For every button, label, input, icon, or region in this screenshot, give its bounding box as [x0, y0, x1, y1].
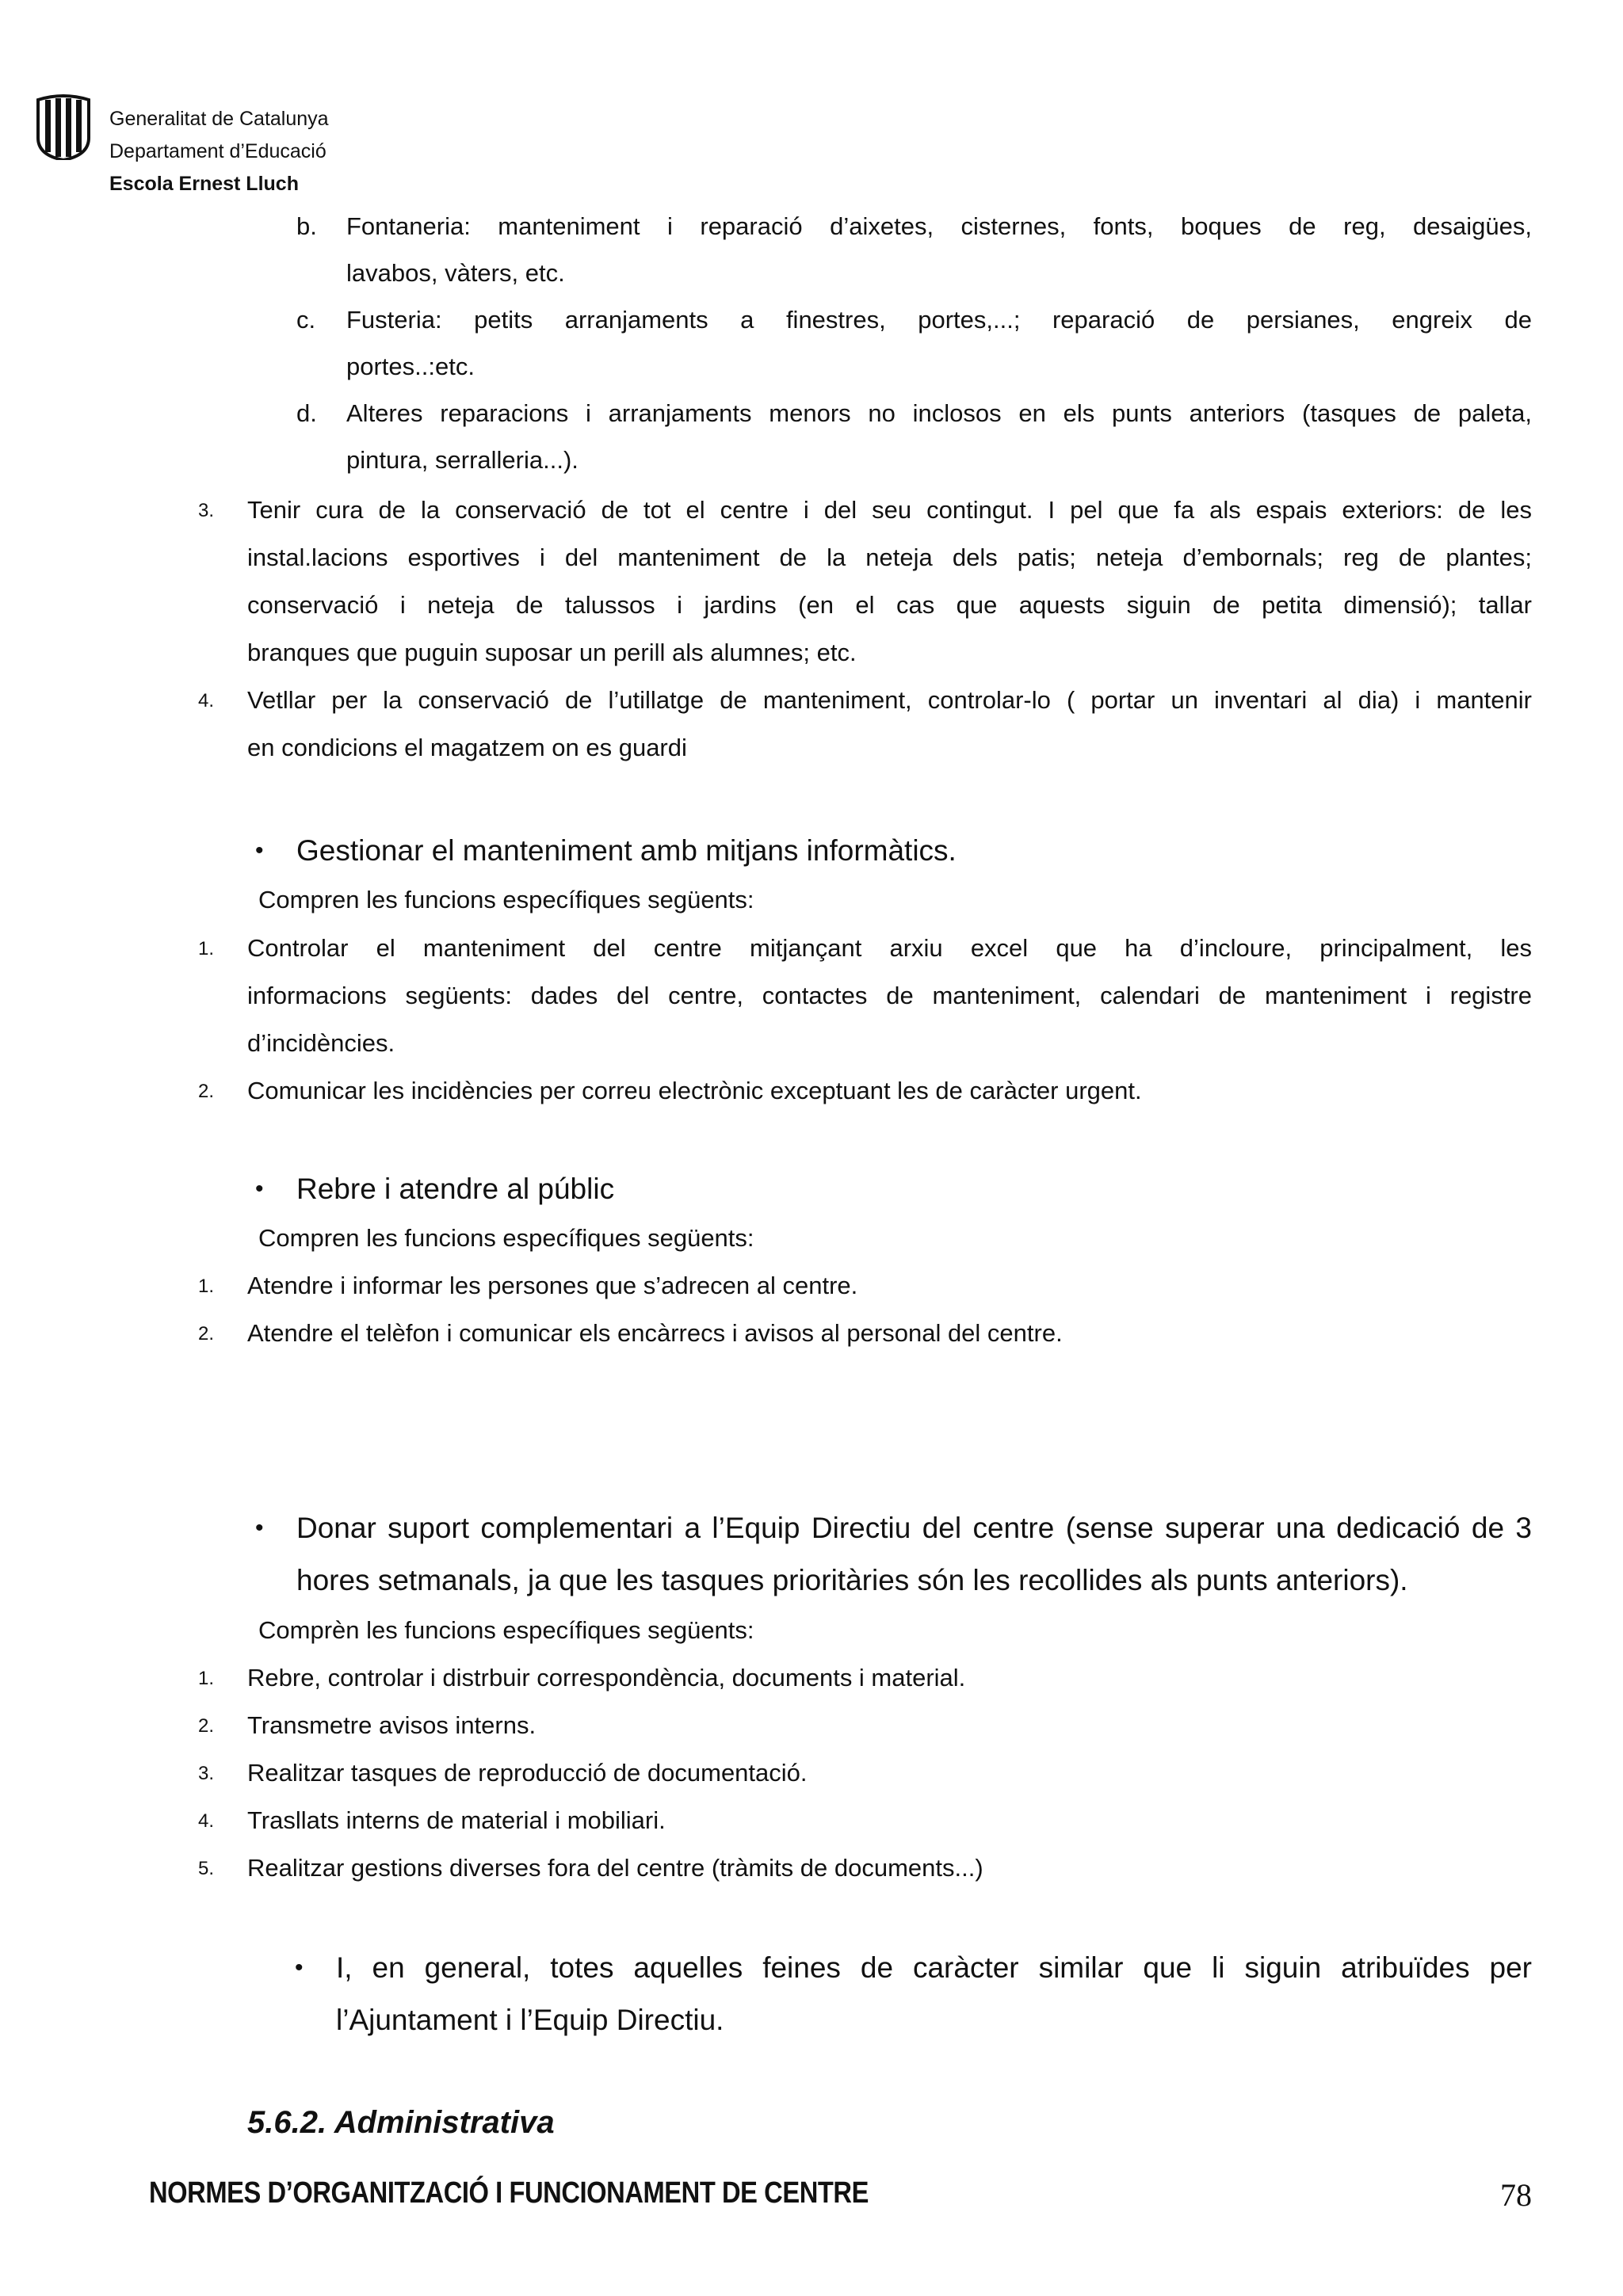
list-item-3-line3: conservació i neteja de talussos i jardins (en el cas que aquests siguin de petita dimensió); tallar [247, 591, 1532, 619]
list-number-4: 4. [198, 690, 215, 711]
list-number-1: 1. [198, 938, 215, 959]
list-item-b-line2: lavabos, vàters, etc. [346, 259, 565, 287]
list-number-2: 2. [198, 1715, 215, 1737]
bullet-point: • [255, 1515, 264, 1541]
list-marker-c: c. [296, 306, 316, 334]
bullet-point: • [295, 1955, 304, 1981]
list-item-1-line1: Atendre i informar les persones que s’adrecen al centre. [247, 1272, 858, 1299]
list-item-1-line3: d’incidències. [247, 1029, 395, 1057]
bullet-point: • [255, 1176, 264, 1202]
list-item-3-line2: instal.lacions esportives i del manteniment de la neteja dels patis; neteja d’embornals; reg de plantes; [247, 543, 1532, 571]
general-tasks-line1: I, en general, totes aquelles feines de caràcter similar que li siguin atribuïdes per [336, 1951, 1532, 1984]
list-item-3-line1: Tenir cura de la conservació de tot el centre i del seu contingut. I pel que fa als espais exteriors: de les [247, 496, 1532, 524]
header-line-generalitat: Generalitat de Catalunya [109, 108, 329, 130]
list-number-3: 3. [198, 1763, 215, 1784]
general-tasks-line2: l’Ajuntament i l’Equip Directiu. [336, 2004, 724, 2036]
list-item-b-line1: Fontaneria: manteniment i reparació d’aixetes, cisternes, fonts, boques de reg, desaigües, [346, 212, 1532, 240]
bullet-point: • [255, 837, 264, 864]
list-item-3-line4: branques que puguin suposar un perill als alumnes; etc. [247, 639, 857, 666]
list-marker-b: b. [296, 212, 317, 240]
list-item-d-line2: pintura, serralleria...). [346, 446, 579, 474]
list-item-2-line1: Atendre el telèfon i comunicar els encàrrecs i avisos al personal del centre. [247, 1319, 1063, 1347]
list-number-5: 5. [198, 1858, 215, 1879]
section-title-manteniment-informatic: Gestionar el manteniment amb mitjans informàtics. [296, 834, 957, 867]
list-item-4-line2: en condicions el magatzem on es guardi [247, 734, 687, 761]
header-line-escola: Escola Ernest Lluch [109, 173, 299, 195]
list-item-4-line1: Vetllar per la conservació de l’utillatge de manteniment, controlar-lo ( portar un inventari al dia) i mantenir [247, 686, 1532, 714]
list-item-2-line1: Transmetre avisos interns. [247, 1711, 537, 1739]
header-text [109, 103, 329, 200]
list-number-2: 2. [198, 1323, 215, 1344]
section-title-suport-equip-directiu-line2: hores setmanals, ja que les tasques prioritàries són les recollides als punts anteriors). [296, 1564, 1408, 1596]
section-heading: 5.6.2. Administrativa [247, 2105, 555, 2140]
section-title-suport-equip-directiu-line1: Donar suport complementari a l’Equip Directiu del centre (sense superar una dedicació de 3 [296, 1512, 1532, 1544]
footer-title: NORMES D’ORGANITZACIÓ I FUNCIONAMENT DE CENTRE [149, 2176, 869, 2210]
list-number-3: 3. [198, 500, 215, 521]
header-line-departament: Departament d’Educació [109, 140, 327, 162]
list-item-c-line2: portes..:etc. [346, 353, 475, 380]
list-number-2: 2. [198, 1081, 215, 1102]
section-intro: Comprèn les funcions específiques següents: [258, 1616, 754, 1644]
list-number-4: 4. [198, 1810, 215, 1832]
section-title-atendre-public: Rebre i atendre al públic [296, 1173, 615, 1205]
list-item-1-line2: informacions següents: dades del centre, contactes de manteniment, calendari de manteniment i registre [247, 982, 1532, 1009]
list-marker-d: d. [296, 399, 317, 427]
list-item-3-line1: Realitzar tasques de reproducció de documentació. [247, 1759, 808, 1787]
generalitat-logo-icon [35, 93, 92, 160]
list-number-1: 1. [198, 1668, 215, 1689]
list-item-5-line1: Realitzar gestions diverses fora del centre (tràmits de documents...) [247, 1854, 983, 1882]
list-item-4-line1: Trasllats interns de material i mobiliari. [247, 1806, 666, 1834]
section-intro: Compren les funcions específiques següents: [258, 886, 754, 913]
list-item-c-line1: Fusteria: petits arranjaments a finestres, portes,...; reparació de persianes, engreix de [346, 306, 1532, 334]
list-item-1-line1: Controlar el manteniment del centre mitjançant arxiu excel que ha d’incloure, principalment, les [247, 934, 1532, 962]
section-intro: Compren les funcions específiques següents: [258, 1224, 754, 1252]
list-item-1-line1: Rebre, controlar i distrbuir correspondència, documents i material. [247, 1664, 966, 1691]
list-item-d-line1: Alteres reparacions i arranjaments menors no inclosos en els punts anteriors (tasques de paleta, [346, 399, 1532, 427]
page-number: 78 [1500, 2177, 1532, 2213]
list-number-1: 1. [198, 1276, 215, 1297]
list-item-2-line1: Comunicar les incidències per correu electrònic exceptuant les de caràcter urgent. [247, 1077, 1142, 1104]
